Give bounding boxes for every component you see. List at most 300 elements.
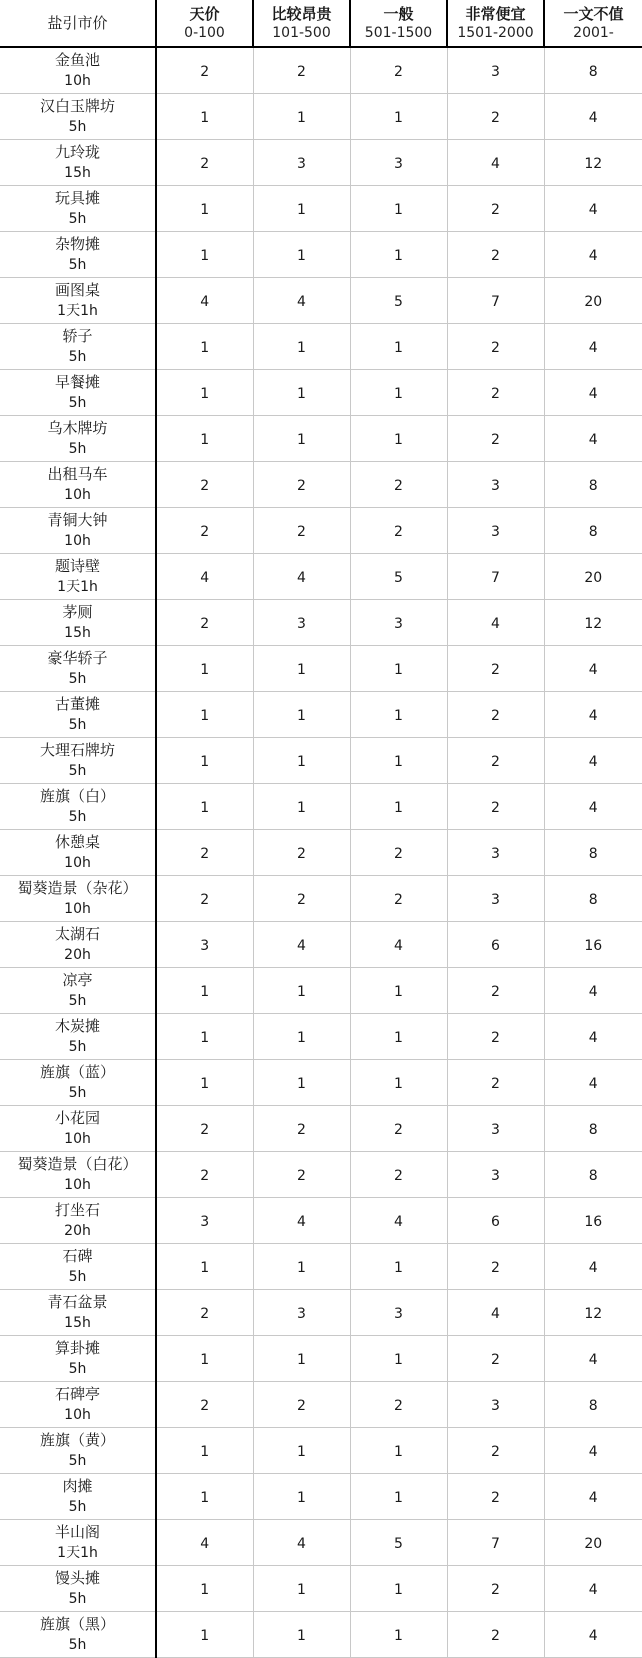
value-cell	[350, 416, 447, 462]
value-cell	[544, 646, 642, 692]
table-row	[0, 324, 642, 370]
value-cell	[544, 1290, 642, 1336]
value-cell	[350, 1244, 447, 1290]
value-cell	[544, 738, 642, 784]
value-col-0: 1	[200, 110, 210, 126]
value-col-4: 4	[588, 1030, 598, 1046]
value-cell	[253, 1060, 350, 1106]
value-col-3: 6	[491, 938, 500, 954]
value-cell	[447, 1336, 544, 1382]
value-cell	[253, 692, 350, 738]
table-row	[0, 600, 642, 646]
item-duration: 5h	[68, 441, 87, 457]
value-cell	[447, 1566, 544, 1612]
value-col-4: 4	[588, 984, 598, 1000]
item-cell	[0, 1198, 156, 1244]
item-duration: 10h	[64, 533, 91, 549]
value-cell	[350, 692, 447, 738]
value-col-1: 1	[297, 984, 306, 1000]
value-col-1: 2	[297, 524, 306, 540]
item-cell	[0, 1014, 156, 1060]
header-salt-price-label: 盐引市价	[47, 14, 108, 32]
value-col-1: 1	[297, 1490, 306, 1506]
value-cell	[447, 416, 544, 462]
item-duration: 15h	[64, 1315, 91, 1331]
table-row	[0, 554, 642, 600]
item-cell	[0, 462, 156, 508]
value-cell	[350, 1382, 447, 1428]
value-col-2: 2	[394, 1122, 403, 1138]
value-cell	[253, 232, 350, 278]
item-cell	[0, 692, 156, 738]
value-cell	[253, 1382, 350, 1428]
header-col-1-label: 比较昂贵	[271, 4, 332, 23]
value-col-1: 1	[297, 708, 306, 724]
item-name: 画图桌	[54, 281, 100, 299]
value-col-1: 4	[297, 938, 306, 954]
value-cell	[544, 922, 642, 968]
value-col-3: 2	[491, 110, 500, 126]
header-salt-price	[0, 0, 156, 47]
value-col-4: 4	[588, 800, 598, 816]
table-row	[0, 186, 642, 232]
value-cell	[544, 370, 642, 416]
value-cell	[544, 1198, 642, 1244]
value-cell	[447, 1520, 544, 1566]
value-cell	[350, 1566, 447, 1612]
table-row	[0, 646, 642, 692]
value-col-1: 1	[297, 432, 306, 448]
table-row	[0, 1152, 642, 1198]
table-body	[0, 47, 642, 1658]
value-cell	[156, 1612, 253, 1658]
value-col-1: 1	[297, 340, 306, 356]
value-cell	[156, 1198, 253, 1244]
value-cell	[544, 1060, 642, 1106]
item-cell	[0, 232, 156, 278]
value-cell	[447, 1106, 544, 1152]
item-cell	[0, 600, 156, 646]
value-cell	[350, 554, 447, 600]
item-cell	[0, 784, 156, 830]
table-row	[0, 1014, 642, 1060]
value-cell	[447, 94, 544, 140]
value-cell	[544, 1612, 642, 1658]
item-duration: 5h	[68, 395, 87, 411]
value-col-4: 20	[584, 1536, 603, 1552]
value-col-4: 4	[588, 662, 598, 678]
item-name: 乌木牌坊	[47, 419, 108, 437]
value-col-3: 7	[491, 294, 500, 310]
value-col-3: 6	[491, 1214, 500, 1230]
item-duration: 5h	[68, 809, 87, 825]
value-col-1: 2	[297, 892, 306, 908]
value-cell	[544, 1336, 642, 1382]
value-col-2: 1	[394, 340, 403, 356]
value-col-4: 8	[588, 1168, 598, 1184]
header-col-4-label: 一文不值	[563, 4, 624, 23]
value-col-4: 12	[584, 1306, 603, 1322]
value-col-4: 8	[588, 892, 598, 908]
value-col-3: 2	[491, 662, 500, 678]
value-cell	[447, 830, 544, 876]
item-name: 旌旗（黄）	[39, 1431, 115, 1449]
value-col-4: 20	[584, 294, 603, 310]
value-cell	[447, 692, 544, 738]
item-cell	[0, 1336, 156, 1382]
table-row	[0, 922, 642, 968]
value-col-1: 1	[297, 1076, 306, 1092]
value-cell	[447, 1198, 544, 1244]
item-name: 金鱼池	[54, 51, 100, 69]
value-col-0: 1	[200, 708, 210, 724]
value-col-0: 2	[200, 156, 210, 172]
item-name: 九玲珑	[54, 143, 100, 161]
value-cell	[447, 646, 544, 692]
value-col-0: 1	[200, 1628, 210, 1644]
value-col-1: 2	[297, 64, 306, 80]
item-cell	[0, 1520, 156, 1566]
item-name: 休憩桌	[54, 833, 100, 851]
value-cell	[156, 462, 253, 508]
item-cell	[0, 370, 156, 416]
value-cell	[350, 600, 447, 646]
value-col-4: 12	[584, 156, 603, 172]
value-cell	[544, 692, 642, 738]
value-cell	[253, 416, 350, 462]
value-col-2: 2	[394, 64, 403, 80]
value-cell	[253, 784, 350, 830]
item-duration: 5h	[68, 717, 87, 733]
value-col-2: 1	[394, 432, 403, 448]
item-cell	[0, 1612, 156, 1658]
header-col-4-range: 2001-	[573, 24, 614, 41]
value-col-4: 4	[588, 1352, 598, 1368]
value-col-2: 1	[394, 248, 403, 264]
item-duration: 10h	[64, 1407, 91, 1423]
value-col-3: 2	[491, 708, 500, 724]
value-cell	[350, 462, 447, 508]
value-col-0: 2	[200, 64, 210, 80]
value-col-2: 1	[394, 662, 403, 678]
item-duration: 20h	[64, 1223, 91, 1239]
value-col-1: 2	[297, 1122, 306, 1138]
item-cell	[0, 508, 156, 554]
value-col-0: 1	[200, 1076, 210, 1092]
item-name: 馒头摊	[54, 1569, 100, 1587]
item-duration: 5h	[68, 119, 87, 135]
item-duration: 5h	[68, 671, 87, 687]
value-col-1: 2	[297, 478, 306, 494]
value-cell	[156, 1520, 253, 1566]
value-cell	[544, 876, 642, 922]
value-cell	[447, 876, 544, 922]
value-col-2: 2	[394, 524, 403, 540]
value-col-3: 4	[491, 616, 500, 632]
value-col-3: 4	[491, 156, 500, 172]
value-cell	[253, 968, 350, 1014]
value-col-1: 4	[297, 570, 306, 586]
value-cell	[156, 94, 253, 140]
value-cell	[544, 784, 642, 830]
value-cell	[350, 646, 447, 692]
value-col-1: 1	[297, 1260, 306, 1276]
value-col-3: 3	[491, 846, 500, 862]
value-col-4: 4	[588, 1076, 598, 1092]
value-cell	[544, 968, 642, 1014]
value-cell	[253, 600, 350, 646]
value-col-0: 1	[200, 1030, 210, 1046]
value-col-4: 4	[588, 754, 598, 770]
item-duration: 10h	[64, 487, 91, 503]
table-row	[0, 692, 642, 738]
value-cell	[253, 554, 350, 600]
value-col-0: 1	[200, 1444, 210, 1460]
value-col-0: 1	[200, 1260, 210, 1276]
value-cell	[156, 784, 253, 830]
value-cell	[350, 830, 447, 876]
value-cell	[447, 554, 544, 600]
item-duration: 1天1h	[57, 579, 98, 595]
item-duration: 10h	[64, 901, 91, 917]
item-duration: 10h	[64, 855, 91, 871]
item-name: 蜀葵造景（杂花）	[17, 879, 138, 897]
value-col-0: 3	[200, 1214, 210, 1230]
value-col-3: 2	[491, 248, 500, 264]
value-col-3: 2	[491, 1352, 500, 1368]
item-duration: 5h	[68, 1361, 87, 1377]
header-col-2-label: 一般	[383, 4, 414, 23]
table-row	[0, 968, 642, 1014]
value-col-3: 2	[491, 754, 500, 770]
value-col-2: 1	[394, 1076, 403, 1092]
value-cell	[544, 186, 642, 232]
value-col-1: 4	[297, 1536, 306, 1552]
value-cell	[253, 324, 350, 370]
value-col-1: 1	[297, 110, 306, 126]
table-row	[0, 830, 642, 876]
value-cell	[447, 968, 544, 1014]
value-col-4: 16	[584, 1214, 603, 1230]
value-col-2: 1	[394, 1490, 403, 1506]
item-name: 青石盆景	[47, 1293, 108, 1311]
value-cell	[350, 1428, 447, 1474]
value-cell	[253, 830, 350, 876]
value-cell	[253, 1474, 350, 1520]
value-col-1: 1	[297, 800, 306, 816]
value-col-1: 1	[297, 754, 306, 770]
item-duration: 5h	[68, 349, 87, 365]
value-cell	[350, 47, 447, 94]
item-cell	[0, 1428, 156, 1474]
table-row	[0, 416, 642, 462]
value-cell	[544, 1520, 642, 1566]
item-cell	[0, 1106, 156, 1152]
value-cell	[253, 1152, 350, 1198]
value-col-2: 2	[394, 1168, 403, 1184]
value-col-2: 5	[394, 294, 403, 310]
header-col-2	[350, 0, 447, 47]
table-row	[0, 1520, 642, 1566]
value-cell	[447, 600, 544, 646]
item-duration: 5h	[68, 1499, 87, 1515]
value-col-0: 2	[200, 1122, 210, 1138]
item-cell	[0, 1152, 156, 1198]
value-cell	[544, 1382, 642, 1428]
value-cell	[544, 1566, 642, 1612]
value-cell	[253, 646, 350, 692]
value-cell	[350, 876, 447, 922]
value-col-1: 1	[297, 1628, 306, 1644]
value-cell	[156, 508, 253, 554]
value-col-4: 4	[588, 1490, 598, 1506]
item-duration: 5h	[68, 763, 87, 779]
value-cell	[253, 1014, 350, 1060]
value-cell	[350, 922, 447, 968]
value-cell	[447, 186, 544, 232]
value-cell	[447, 1014, 544, 1060]
value-cell	[544, 462, 642, 508]
value-col-4: 8	[588, 524, 598, 540]
value-cell	[350, 1152, 447, 1198]
value-col-3: 2	[491, 432, 500, 448]
item-cell	[0, 186, 156, 232]
item-duration: 5h	[68, 257, 87, 273]
item-duration: 10h	[64, 1177, 91, 1193]
value-cell	[253, 47, 350, 94]
value-col-0: 1	[200, 1582, 210, 1598]
value-col-2: 4	[394, 1214, 403, 1230]
value-col-2: 1	[394, 386, 403, 402]
header-col-2-range: 501-1500	[364, 24, 433, 41]
value-cell	[447, 140, 544, 186]
value-col-1: 2	[297, 1398, 306, 1414]
table-row	[0, 462, 642, 508]
value-cell	[156, 968, 253, 1014]
value-cell	[544, 1106, 642, 1152]
value-cell	[253, 876, 350, 922]
value-cell	[350, 968, 447, 1014]
value-col-1: 2	[297, 846, 306, 862]
value-cell	[156, 1382, 253, 1428]
item-name: 蜀葵造景（白花）	[17, 1155, 138, 1173]
value-cell	[447, 1382, 544, 1428]
table-row	[0, 1198, 642, 1244]
value-cell	[350, 1198, 447, 1244]
value-col-0: 2	[200, 524, 210, 540]
value-cell	[350, 508, 447, 554]
value-cell	[544, 1014, 642, 1060]
item-name: 轿子	[62, 327, 93, 345]
value-cell	[544, 94, 642, 140]
value-cell	[350, 278, 447, 324]
table-row	[0, 784, 642, 830]
value-cell	[447, 1290, 544, 1336]
value-cell	[350, 1520, 447, 1566]
item-name: 石碑亭	[54, 1385, 100, 1403]
value-col-2: 3	[394, 616, 403, 632]
header-col-0-range: 0-100	[184, 24, 225, 41]
header-col-0-label: 天价	[189, 4, 220, 23]
value-col-4: 20	[584, 570, 603, 586]
value-col-3: 2	[491, 386, 500, 402]
value-cell	[253, 508, 350, 554]
value-col-3: 4	[491, 1306, 500, 1322]
value-col-3: 3	[491, 64, 500, 80]
item-cell	[0, 278, 156, 324]
value-cell	[253, 1612, 350, 1658]
item-duration: 5h	[68, 211, 87, 227]
value-cell	[544, 1152, 642, 1198]
value-col-2: 1	[394, 1444, 403, 1460]
value-col-0: 1	[200, 800, 210, 816]
value-col-2: 1	[394, 110, 403, 126]
table-row	[0, 140, 642, 186]
value-cell	[253, 1244, 350, 1290]
item-name: 青铜大钟	[47, 511, 108, 529]
value-cell	[544, 508, 642, 554]
item-duration: 5h	[68, 1269, 87, 1285]
item-cell	[0, 1474, 156, 1520]
value-cell	[544, 1428, 642, 1474]
value-cell	[156, 692, 253, 738]
item-name: 玩具摊	[54, 189, 100, 207]
value-col-3: 3	[491, 478, 500, 494]
value-cell	[350, 1060, 447, 1106]
item-name: 木炭摊	[54, 1017, 100, 1035]
item-cell	[0, 47, 156, 94]
value-cell	[350, 1290, 447, 1336]
value-cell	[447, 1060, 544, 1106]
value-cell	[156, 876, 253, 922]
value-cell	[156, 278, 253, 324]
item-cell	[0, 922, 156, 968]
value-col-2: 2	[394, 478, 403, 494]
value-cell	[544, 1244, 642, 1290]
item-cell	[0, 140, 156, 186]
value-cell	[447, 47, 544, 94]
item-name: 杂物摊	[54, 235, 100, 253]
value-cell	[156, 47, 253, 94]
table-row	[0, 1336, 642, 1382]
item-name: 旌旗（蓝）	[39, 1063, 115, 1081]
value-col-2: 1	[394, 984, 403, 1000]
value-col-2: 1	[394, 754, 403, 770]
value-col-1: 1	[297, 202, 306, 218]
item-duration: 15h	[64, 625, 91, 641]
value-col-4: 4	[588, 1582, 598, 1598]
value-col-4: 4	[588, 1628, 598, 1644]
item-cell	[0, 1290, 156, 1336]
value-cell	[156, 1428, 253, 1474]
value-cell	[544, 554, 642, 600]
value-col-3: 2	[491, 1490, 500, 1506]
value-cell	[156, 1106, 253, 1152]
header-col-1-range: 101-500	[272, 24, 331, 41]
value-cell	[350, 370, 447, 416]
value-cell	[447, 462, 544, 508]
value-col-0: 1	[200, 1352, 210, 1368]
value-cell	[253, 738, 350, 784]
value-col-1: 1	[297, 1352, 306, 1368]
value-col-4: 4	[588, 202, 598, 218]
value-col-0: 2	[200, 478, 210, 494]
value-col-3: 3	[491, 1168, 500, 1184]
value-cell	[156, 1152, 253, 1198]
value-col-1: 1	[297, 1030, 306, 1046]
value-col-1: 1	[297, 662, 306, 678]
value-cell	[447, 1612, 544, 1658]
